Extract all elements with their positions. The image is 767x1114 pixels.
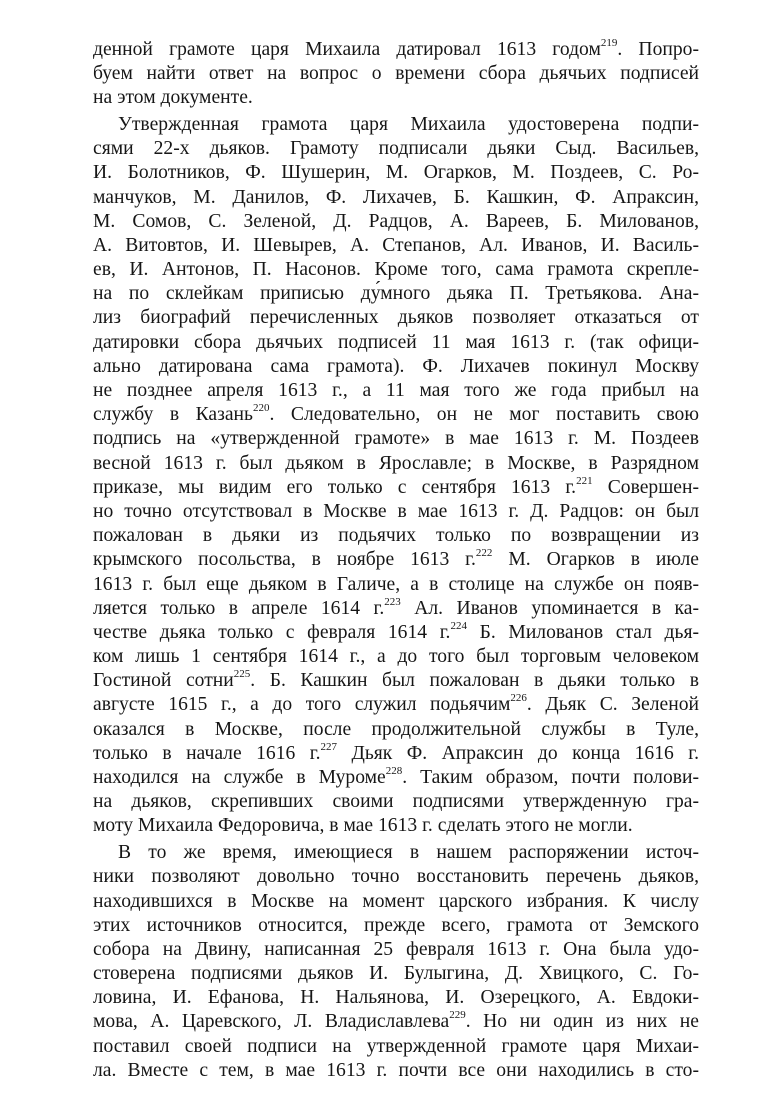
paragraph-first-line: В то же время, имеющиеся в нашем распоряжении источ-: [118, 842, 699, 863]
text-line: буем найти ответ на вопрос о времени сбора дьячьих подписей: [93, 63, 699, 84]
paragraph-first-line: Утвержденная грамота царя Михаила удостоверена подпи-: [118, 114, 699, 135]
text-line: находился на службе в Муроме$^{228}$. Таким образом, почти полови-: [93, 765, 699, 788]
text-line: не позднее апреля 1613 г., а 11 мая того же года прибыл на: [93, 380, 699, 401]
text-line: сями 22-х дьяков. Грамоту подписали дьяки Сыд. Васильев,: [93, 138, 699, 159]
text-line: на по склейкам приписью ду́много дьяка П. Третьякова. Ана-: [93, 283, 699, 304]
text-line: 1613 г. был еще дьяком в Галиче, а в столице на службе он появ-: [93, 574, 699, 595]
text-line: весной 1613 г. был дьяком в Ярославле; в Москве, в Разрядном: [93, 453, 699, 474]
footnote-ref[interactable]: 219: [600, 37, 618, 50]
text-line: но точно отсутствовал в Москве в мае 1613 г. Д. Радцов: он был: [93, 501, 699, 522]
footnote-ref[interactable]: 225: [233, 668, 251, 681]
text-line: лиз биографий перечисленных дьяков позволяет отказаться от: [93, 307, 699, 328]
footnote-ref[interactable]: 227: [320, 741, 338, 754]
text-line: манчуков, М. Данилов, Ф. Лихачев, Б. Кашкин, Ф. Апраксин,: [93, 187, 699, 208]
text-line: честве дьяка только с февраля 1614 г.$^{224}$ Б. Милованов стал дья-: [93, 620, 699, 643]
text-line: собора на Двину, написанная 25 февраля 1613 г. Она была удо-: [93, 939, 699, 960]
text-line: находившихся в Москве на момент царского избрания. К числу: [93, 891, 699, 912]
text-line: ники позволяют довольно точно восстановить перечень дьяков,: [93, 866, 699, 887]
text-line: ально датирована сама грамота). Ф. Лихачев покинул Москву: [93, 356, 699, 377]
text-line: мова, А. Царевского, Л. Владиславлева$^{229}$. Но ни один из них не: [93, 1009, 699, 1032]
text-line: М. Сомов, С. Зеленой, Д. Радцов, А. Вареев, Б. Милованов,: [93, 211, 699, 232]
text-line: этих источников относится, прежде всего, грамота от Земского: [93, 915, 699, 936]
text-line: ком лишь 1 сентября 1614 г., а до того был торговым человеком: [93, 646, 699, 667]
text-line: поставил своей подписи на утвержденной грамоте царя Михаи-: [93, 1036, 699, 1057]
text-line: ловина, И. Ефанова, Н. Нальянова, И. Озерецкого, А. Евдоки-: [93, 987, 699, 1008]
text-line: службу в Казань$^{220}$. Следовательно, он не мог поставить свою: [93, 402, 699, 425]
text-line: только в начале 1616 г.$^{227}$ Дьяк Ф. Апраксин до конца 1616 г.: [93, 741, 699, 764]
text-line: подпись на «утвержденной грамоте» в мае 1613 г. М. Поздеев: [93, 428, 699, 449]
text-line: денной грамоте царя Михаила датировал 1613 годом$^{219}$. Попро-: [93, 37, 699, 60]
text-line: оказался в Москве, после продолжительной службы в Туле,: [93, 719, 699, 740]
text-line: ла. Вместе с тем, в мае 1613 г. почти все они находились в сто-: [93, 1060, 699, 1081]
text-line: стоверена подписями дьяков И. Булыгина, Д. Хвицкого, С. Го-: [93, 963, 699, 984]
text-line: ев, И. Антонов, П. Насонов. Кроме того, сама грамота скрепле-: [93, 259, 699, 280]
footnote-ref[interactable]: 228: [385, 765, 403, 778]
footnote-ref[interactable]: 223: [384, 596, 401, 609]
footnote-ref[interactable]: 224: [450, 620, 467, 633]
text-line: приказе, мы видим его только с сентября 1613 г.$^{221}$ Совершен-: [93, 475, 699, 498]
footnote-ref[interactable]: 220: [252, 402, 270, 415]
text-line: августе 1615 г., а до того служил подьячим$^{226}$. Дьяк С. Зеленой: [93, 692, 699, 715]
text-line: на этом документе.: [93, 87, 253, 108]
text-line: Гостиной сотни$^{225}$. Б. Кашкин был пожалован в дьяки только в: [93, 668, 699, 691]
footnote-ref[interactable]: 221: [576, 475, 593, 488]
text-line: моту Михаила Федоровича, в мае 1613 г. сделать этого не могли.: [93, 815, 633, 836]
text-line: на дьяков, скрепивших своими подписями утвержденную гра-: [93, 791, 699, 812]
text-line: ляется только в апреле 1614 г.$^{223}$ Ал. Иванов упоминается в ка-: [93, 596, 699, 619]
text-line: датировки сбора дьячьих подписей 11 мая 1613 г. (так офици-: [93, 332, 699, 353]
text-line: крымского посольства, в ноябре 1613 г.$^{222}$ М. Огарков в июле: [93, 547, 699, 570]
text-line: пожалован в дьяки из подьячих только по возвращении из: [93, 525, 699, 546]
text-line: А. Витовтов, И. Шевырев, А. Степанов, Ал. Иванов, И. Василь-: [93, 235, 699, 256]
text-line: И. Болотников, Ф. Шушерин, М. Огарков, М. Поздеев, С. Ро-: [93, 162, 699, 183]
footnote-ref[interactable]: 226: [510, 692, 527, 705]
footnote-ref[interactable]: 222: [475, 547, 493, 560]
footnote-ref[interactable]: 229: [449, 1009, 466, 1022]
